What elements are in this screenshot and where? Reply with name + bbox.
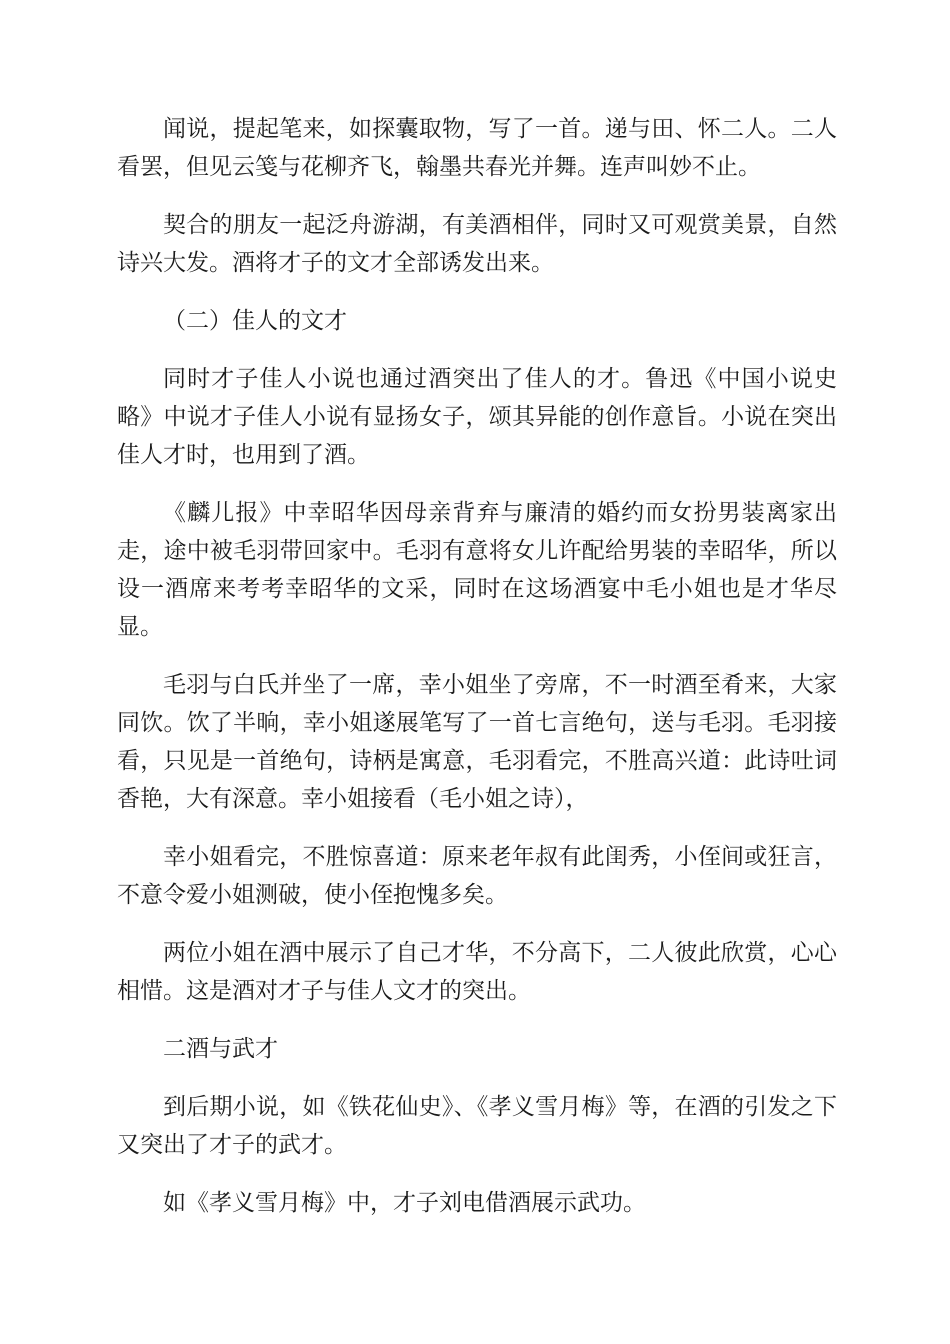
paragraph-linerbao-story: 《麟儿报》中幸昭华因母亲背弃与廉清的婚约而女扮男装离家出走，途中被毛羽带回家中。毛羽有意将女儿许配给男装的幸昭华，所以设一酒席来考考幸昭华的文采，同时在这场酒宴中毛小姐也是才华尽显。 — [117, 500, 837, 640]
paragraph-luxun-reference: 同时才子佳人小说也通过酒突出了佳人的才。鲁迅《中国小说史略》中说才子佳人小说有显扬女子，颂其异能的创作意旨。小说在突出佳人才时，也用到了酒。 — [117, 366, 837, 468]
paragraph-banquet-poem: 毛羽与白氏并坐了一席，幸小姐坐了旁席，不一时酒至肴来，大家同饮。饮了半晌，幸小姐遂展笔写了一首七言绝句，送与毛羽。毛羽接看，只见是一首绝句，诗柄是寓意，毛羽看完，不胜高兴道：此诗吐词香艳，大有深意。幸小姐接看（毛小姐之诗）， — [117, 672, 837, 812]
paragraph-boating-friends: 契合的朋友一起泛舟游湖，有美酒相伴，同时又可观赏美景，自然诗兴大发。酒将才子的文才全部诱发出来。 — [117, 212, 837, 276]
paragraph-later-novels: 到后期小说，如《铁花仙史》、《孝义雪月梅》等，在酒的引发之下又突出了才子的武才。 — [117, 1094, 837, 1158]
paragraph-poem-writing: 闻说，提起笔来，如探囊取物，写了一首。递与田、怀二人。二人看罢，但见云笺与花柳齐飞，翰墨共春光并舞。连声叫妙不止。 — [117, 116, 837, 180]
paragraph-liu-dian: 如《孝义雪月梅》中，才子刘电借酒展示武功。 — [163, 1190, 646, 1216]
document-page — [117, 110, 837, 1242]
section-heading-martial-talent: 二酒与武才 — [163, 1036, 278, 1062]
paragraph-miss-xing-reply: 幸小姐看完，不胜惊喜道：原来老年叔有此闺秀，小侄间或狂言，不意令爱小姐测破，使小侄抱愧多矣。 — [117, 844, 837, 908]
paragraph-two-ladies: 两位小姐在酒中展示了自己才华，不分高下，二人彼此欣赏，心心相惜。这是酒对才子与佳人文才的突出。 — [117, 940, 837, 1004]
section-heading-beauty-talent: （二）佳人的文才 — [163, 308, 347, 334]
